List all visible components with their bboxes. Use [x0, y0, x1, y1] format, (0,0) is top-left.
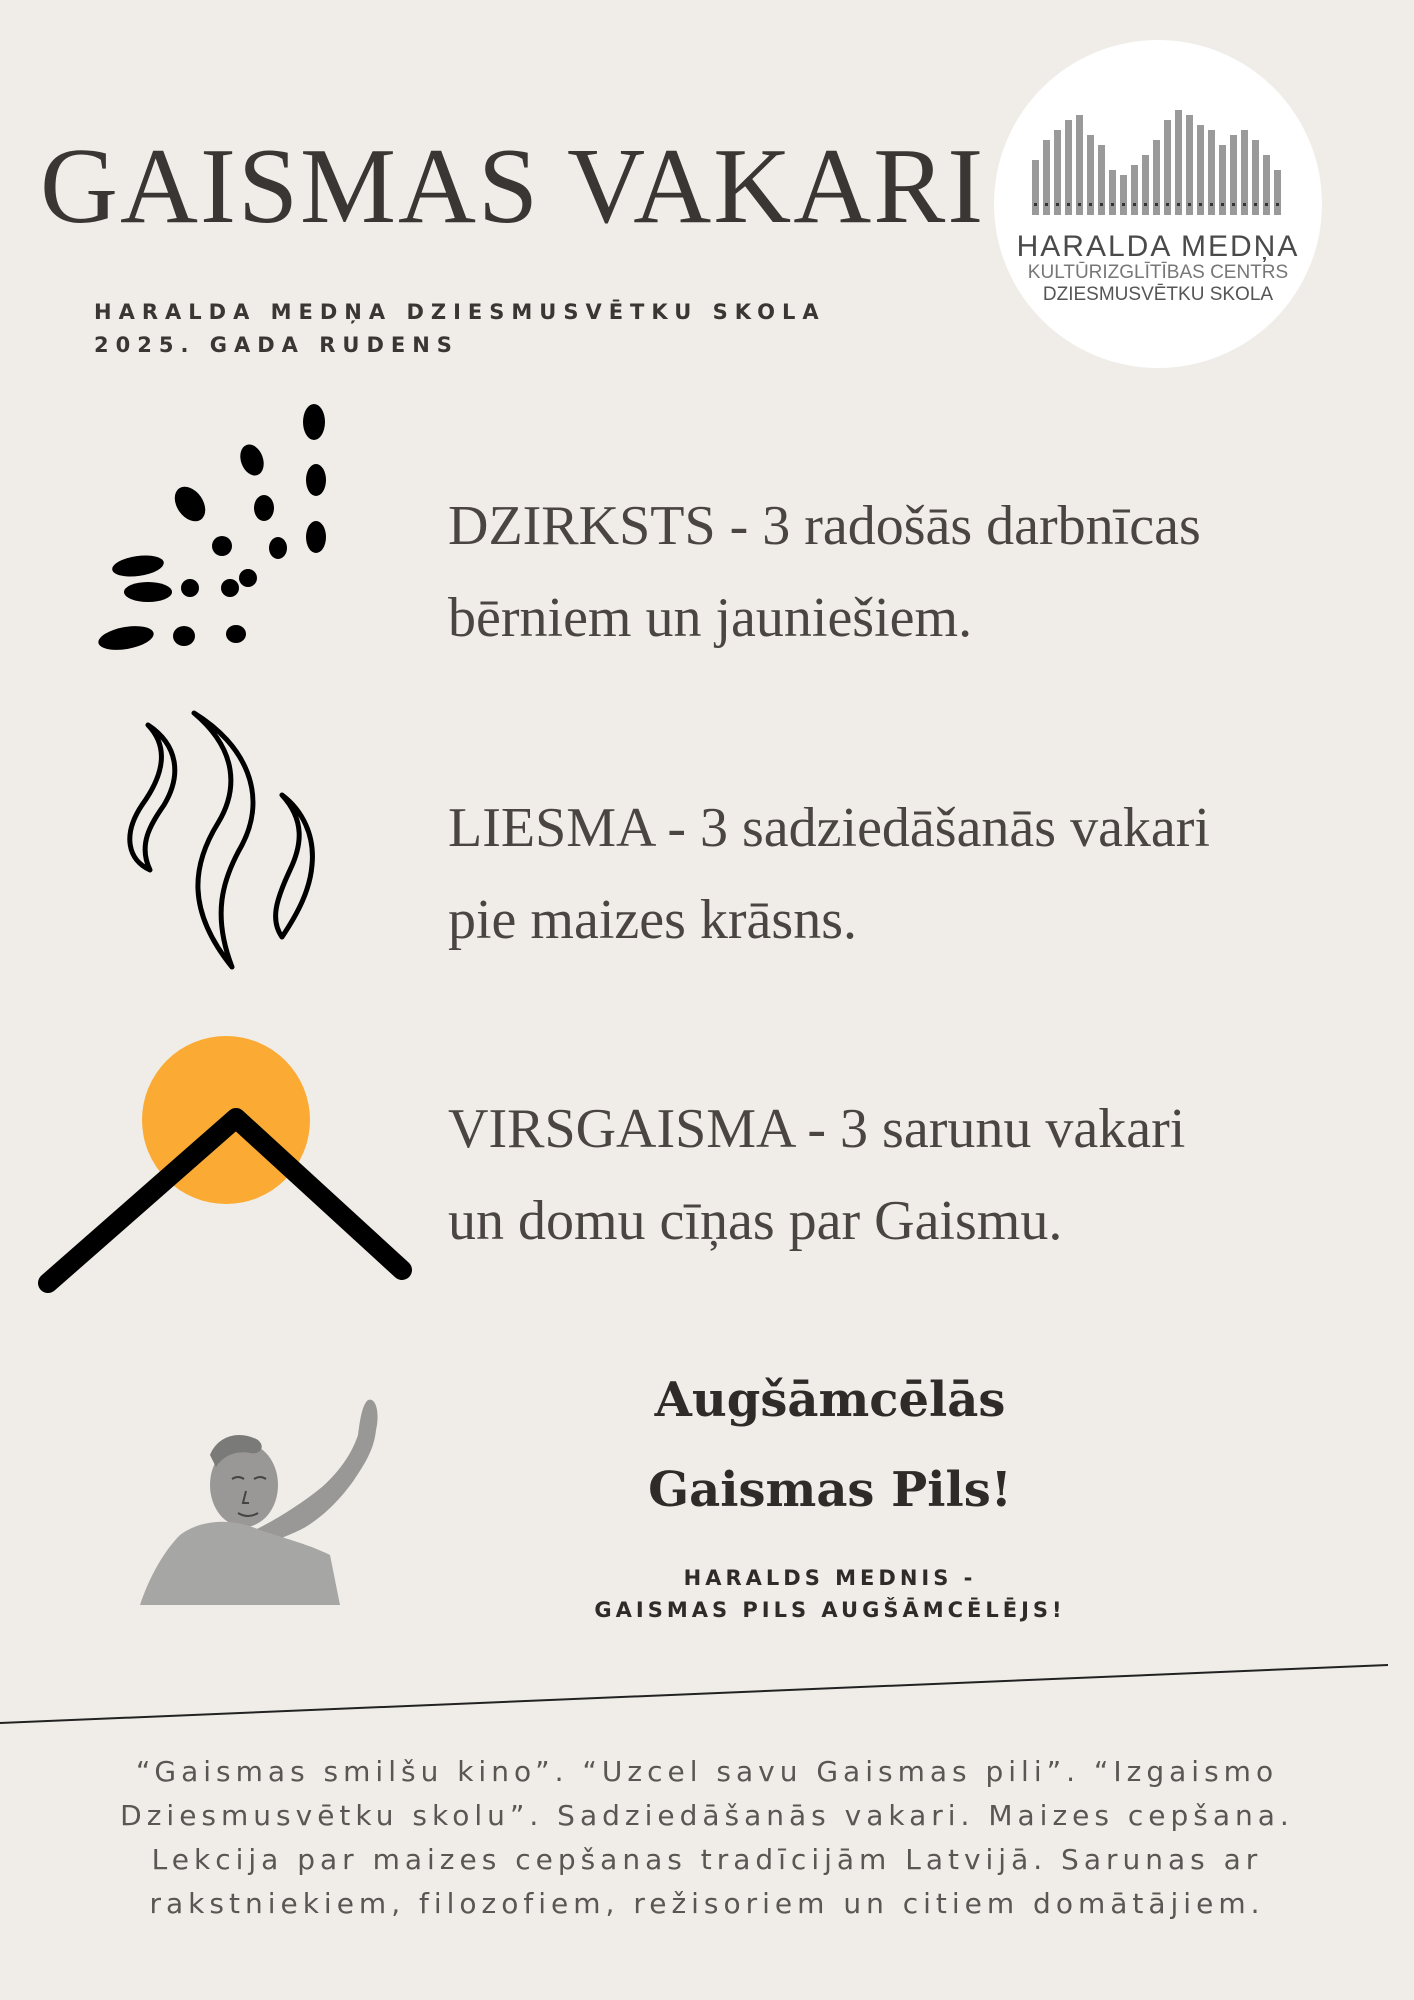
organ-pipe-mouth — [1155, 203, 1158, 206]
organ-pipe-mouth — [1188, 203, 1191, 206]
organ-pipe-mouth — [1122, 203, 1125, 206]
organ-pipes-icon — [994, 40, 1322, 368]
organ-pipe-mouth — [1265, 203, 1268, 206]
divider-line — [0, 1655, 1414, 1725]
organ-pipe — [1032, 160, 1039, 215]
organ-pipe — [1274, 170, 1281, 215]
organ-pipe-mouth — [1254, 203, 1257, 206]
organ-pipe — [1076, 115, 1083, 215]
program-dzirksts-line1: DZIRKSTS - 3 radošās darbnīcas — [448, 495, 1201, 557]
organ-pipe-mouth — [1067, 203, 1070, 206]
organ-pipe — [1065, 120, 1072, 215]
sparks-icon — [90, 400, 340, 660]
footer-description: “Gaismas smilšu kino”. “Uzcel savu Gaismas pili”. “Izgaismo Dziesmusvētku skolu”. Sadziedāšanās vakari. Maizes cepšana. Lekcija par maizes cepšanas tradīcijām Latvijā. Sarunas ar rakstniekiem, filozofiem, režisoriem un citiem domātājiem. — [120, 1755, 1294, 1920]
logo-line1: KULTŪRIZGLĪTĪBAS CENTRS — [1027, 262, 1289, 283]
organ-pipe-mouth — [1221, 203, 1224, 206]
organ-pipe-mouth — [1133, 203, 1136, 206]
caption-line2: GAISMAS PILS AUGŠĀMCĒLĒJS! — [594, 1598, 1066, 1622]
organ-pipe-mouth — [1199, 203, 1202, 206]
program-liesma — [448, 782, 1348, 966]
organ-pipe-mouth — [1111, 203, 1114, 206]
page-title: GAISMAS VAKARI — [40, 127, 986, 246]
organ-pipe-mouth — [1166, 203, 1169, 206]
subtitle — [94, 296, 826, 362]
organ-pipe-mouth — [1144, 203, 1147, 206]
organ-pipe — [1186, 115, 1193, 215]
caption-line1: HARALDS MEDNIS - — [683, 1566, 977, 1590]
flame-icon — [120, 705, 330, 985]
organ-pipe-mouth — [1232, 203, 1235, 206]
organ-pipe — [1197, 125, 1204, 215]
logo-line2: DZIESMUSVĒTKU SKOLA — [1042, 284, 1274, 305]
organ-pipe-mouth — [1056, 203, 1059, 206]
organ-pipe — [1208, 130, 1215, 215]
organ-pipe — [1164, 120, 1171, 215]
program-dzirksts — [448, 480, 1348, 664]
program-virsgaisma-line2: un domu cīņas par Gaismu. — [448, 1190, 1063, 1252]
slogan — [600, 1355, 1060, 1535]
organ-pipe-mouth — [1045, 203, 1048, 206]
portrait-sketch-image — [140, 1395, 400, 1610]
logo-name: HARALDA MEDŅA — [1016, 230, 1300, 263]
organ-pipe — [1131, 165, 1138, 215]
organ-pipe-mouth — [1210, 203, 1213, 206]
organ-pipe-mouth — [1078, 203, 1081, 206]
program-virsgaisma-line1: VIRSGAISMA - 3 sarunu vakari — [448, 1098, 1186, 1160]
organ-pipe-mouth — [1177, 203, 1180, 206]
program-virsgaisma — [448, 1083, 1348, 1267]
subtitle-season: 2025. GADA RUDENS — [94, 333, 459, 357]
organ-pipe-mouth — [1089, 203, 1092, 206]
organ-pipe — [1109, 170, 1116, 215]
organ-pipe — [1054, 130, 1061, 215]
program-liesma-line1: LIESMA - 3 sadziedāšanās vakari — [448, 797, 1210, 859]
organ-pipe-mouth — [1276, 203, 1279, 206]
school-logo — [994, 40, 1322, 368]
sun-mountain-icon — [30, 1030, 420, 1300]
slogan-caption — [560, 1562, 1100, 1626]
program-dzirksts-line2: bērniem un jauniešiem. — [448, 587, 973, 649]
slogan-line1: Augšāmcēlās — [654, 1372, 1006, 1428]
organ-pipe-mouth — [1100, 203, 1103, 206]
organ-pipe — [1175, 110, 1182, 215]
organ-pipe-mouth — [1243, 203, 1246, 206]
organ-pipe — [1120, 175, 1127, 215]
subtitle-school: HARALDA MEDŅA DZIESMUSVĒTKU SKOLA — [94, 300, 826, 324]
organ-pipe-mouth — [1034, 203, 1037, 206]
program-liesma-line2: pie maizes krāsns. — [448, 889, 857, 951]
organ-pipe — [1241, 130, 1248, 215]
slogan-line2: Gaismas Pils! — [648, 1462, 1012, 1518]
